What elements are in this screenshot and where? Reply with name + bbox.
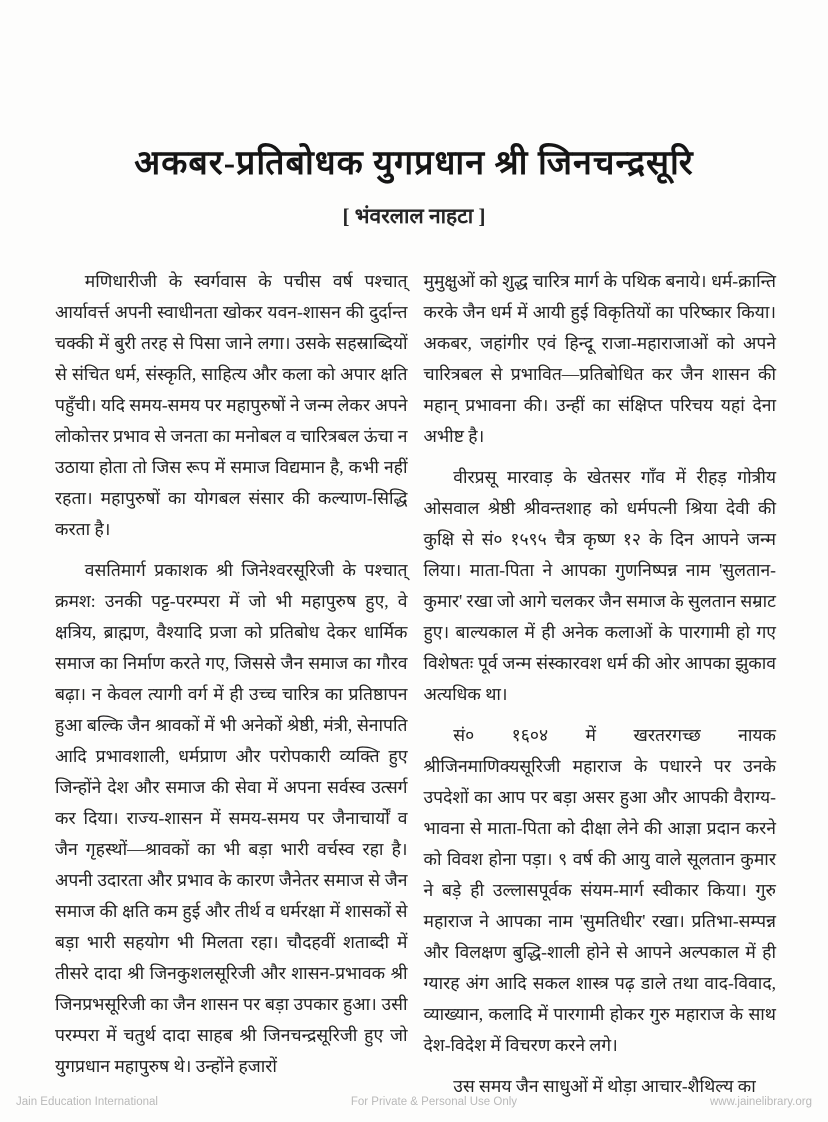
left-column bbox=[55, 266, 408, 1112]
left-column-paragraph-1: मणिधारीजी के स्वर्गवास के पचीस वर्ष पश्चात् आर्यावर्त्त अपनी स्वाधीनता खोकर यवन-शासन की दुर्दान्त चक्की में बुरी तरह से पिसा जाने लगा। उसके सहस्राब्दियों से संचित धर्म, संस्कृति, साहित्य और कला को अपार क्षति पहुँची। यदि समय-समय पर महापुरुषों ने जन्म लेकर अपने लोकोत्तर प्रभाव से जनता का मनोबल व चारित्रबल ऊंचा न उठाया होता तो जिस रूप में समाज विद्यमान है, कभी नहीं रहता। महापुरुषों का योगबल संसार की कल्याण-सिद्धि करता है। bbox=[55, 271, 408, 539]
two-column-body bbox=[0, 266, 828, 1112]
left-column-paragraph-2: वसतिमार्ग प्रकाशक श्री जिनेश्वरसूरिजी के पश्चात् क्रमश: उनकी पट्ट-परम्परा में जो भी महापुरुष हुए, वे क्षत्रिय, ब्राह्मण, वैश्यादि प्रजा को प्रतिबोध देकर धार्मिक समाज का निर्माण करते गए, जिससे जैन समाज का गौरव बढ़ा। न केवल त्यागी वर्ग में ही उच्च चारित्र का प्रतिष्ठापन हुआ बल्कि जैन श्रावकों में भी अनेकों श्रेष्ठी, मंत्री, सेनापति आदि प्रभावशाली, धर्मप्राण और परोपकारी व्यक्ति हुए जिन्होंने देश और समाज की सेवा में अपना सर्वस्व उत्सर्ग कर दिया। राज्य-शासन में समय-समय पर जैनाचार्यों व जैन गृहस्थों—श्रावकों का भी बड़ा भारी वर्चस्व रहा है। अपनी उदारता और प्रभाव के कारण जैनेतर समाज से जैन समाज की क्षति कम हुई और तीर्थ व धर्मरक्षा में शासकों से बड़ा भारी सहयोग भी मिलता रहा। चौदहवीं शताब्दी में तीसरे दादा श्री जिनकुशलसूरिजी और शासन-प्रभावक श्री जिनप्रभसूरिजी का जैन शासन पर बड़ा उपकार हुआ। उसी परम्परा में चतुर्थ दादा साहब श्री जिनचन्द्रसूरिजी हुए जो युगप्रधान महापुरुष थे। उन्होंने हजारों bbox=[55, 560, 408, 1076]
right-column-paragraph-1-continuation: मुमुक्षुओं को शुद्ध चारित्र मार्ग के पथिक बनाये। धर्म-क्रान्ति करके जैन धर्म में आयी हुई विकृतियों का परिष्कार किया। अकबर, जहांगीर एवं हिन्दू राजा-महाराजाओं को अपने चारित्रबल से प्रभावित—प्रतिबोधित कर जैन शासन की महान् प्रभावना की। उन्हीं का संक्षिप्त परिचय यहां देना अभीष्ट है। bbox=[423, 271, 776, 446]
right-column-paragraph-3: सं० १६०४ में खरतरगच्छ नायक श्रीजिनमाणिक्यसूरिजी महाराज के पधारने पर उनके उपदेशों का आप पर बड़ा असर हुआ और आपकी वैराग्य-भावना से माता-पिता को दीक्षा लेने की आज्ञा प्रदान करने को विवश होना पड़ा। ९ वर्ष की आयु वाले सूलतान कुमार ने बड़े ही उल्लासपूर्वक संयम-मार्ग स्वीकार किया। गुरु महाराज ने आपका नाम 'सुमतिधीर' रखा। प्रतिभा-सम्पन्न और विलक्षण बुद्धि-शाली होने से आपने अल्पकाल में ही ग्यारह अंग आदि सकल शास्त्र पढ़ डाले तथा वाद-विवाद, व्याख्यान, कलादि में पारगामी होकर गुरु महाराज के साथ देश-विदेश में विचरण करने लगे। bbox=[423, 725, 776, 1055]
right-column-paragraph-4: उस समय जैन साधुओं में थोड़ा आचार-शैथिल्य का bbox=[453, 1076, 756, 1096]
footer-publisher: Jain Education International bbox=[16, 1096, 158, 1108]
page-footer bbox=[0, 1096, 828, 1108]
right-column bbox=[424, 266, 777, 1112]
footer-usage-notice: For Private & Personal Use Only bbox=[350, 1096, 518, 1108]
article-title: अकबर-प्रतिबोधक युगप्रधान श्री जिनचन्द्रसूरि bbox=[134, 145, 694, 182]
article-byline: [ भंवरलाल नाहटा ] bbox=[342, 204, 486, 228]
right-column-paragraph-2: वीरप्रसू मारवाड़ के खेतसर गाँव में रीहड़ गोत्रीय ओसवाल श्रेष्ठी श्रीवन्तशाह को धर्मपत्नी श्रिया देवी की कुक्षि से सं० १५९५ चैत्र कृष्ण १२ के दिन आपने जन्म लिया। माता-पिता ने आपका गुणनिष्पन्न नाम 'सुलतान-कुमार' रखा जो आगे चलकर जैन समाज के सुलतान सम्राट हुए। बाल्यकाल में ही अनेक कलाओं के पारगामी हो गए विशेषतः पूर्व जन्म संस्कारवश धर्म की ओर आपका झुकाव अत्यधिक था। bbox=[423, 467, 776, 704]
footer-website: www.jainelibrary.org bbox=[709, 1096, 812, 1108]
